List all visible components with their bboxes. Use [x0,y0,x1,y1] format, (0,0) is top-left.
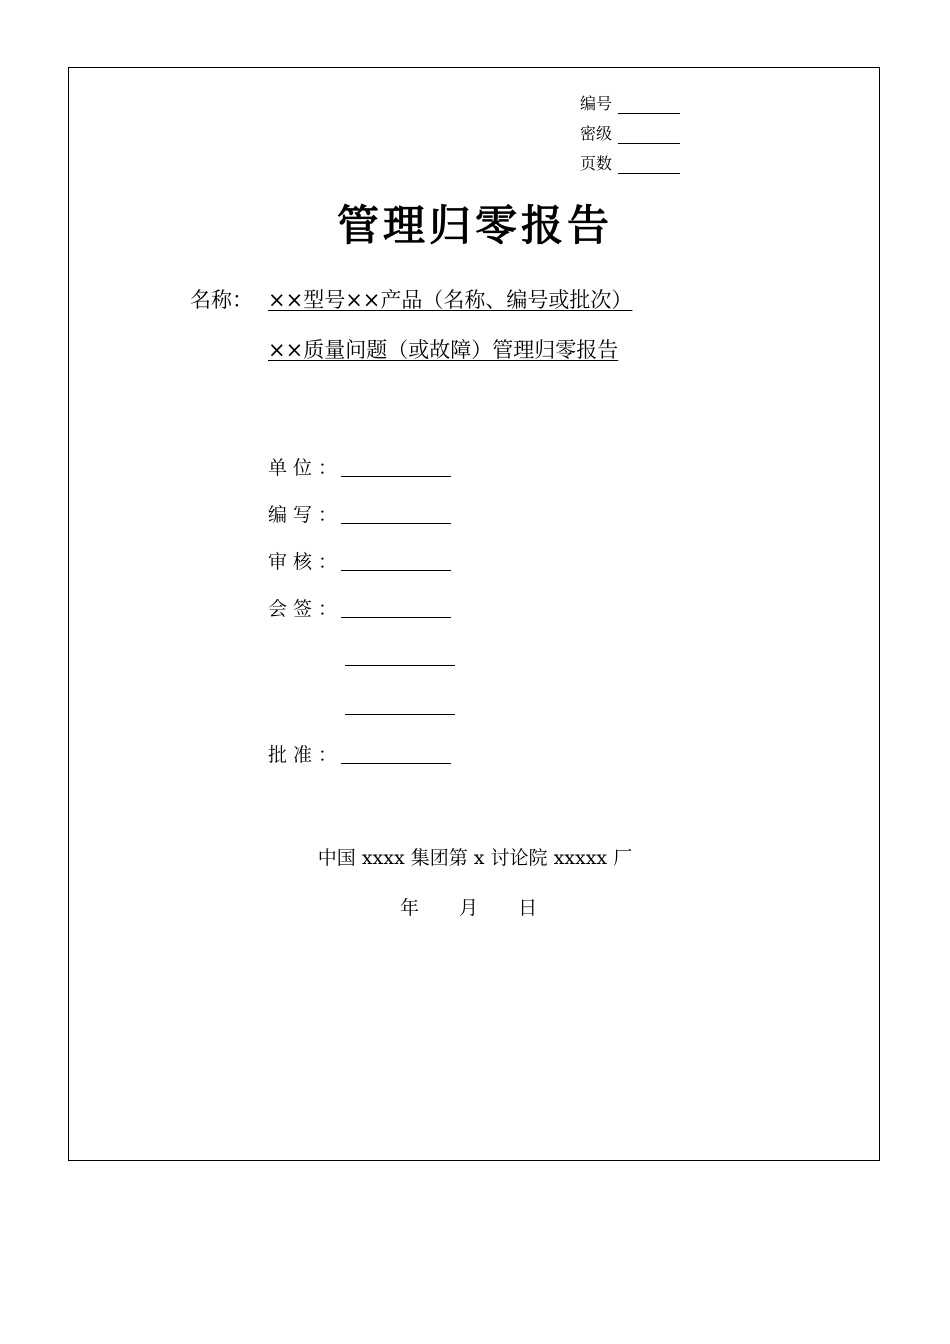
countersign-blank-1[interactable] [341,617,451,618]
meta-number [580,94,680,114]
countersign-blank-2[interactable] [345,665,455,666]
countersign-blank-3[interactable] [345,714,455,715]
meta-number-blank[interactable] [618,97,680,114]
meta-pages-blank[interactable] [618,157,680,174]
unit-label: 单位： [268,457,344,479]
approver-blank[interactable] [341,763,451,764]
organization-name: 中国 xxxx 集团第 x 讨论院 xxxxx 厂 [317,847,633,869]
meta-security-label: 密级 [580,124,613,143]
signature-row-reviewer [268,549,343,575]
date-line: 年 月 日 [400,897,538,919]
meta-pages [580,154,680,174]
reviewer-blank[interactable] [341,570,451,571]
writer-blank[interactable] [341,523,451,524]
name-label: 名称： [190,288,253,312]
signature-row-unit [268,455,343,481]
meta-number-label: 编号 [580,94,613,113]
meta-security-blank[interactable] [618,127,680,144]
unit-blank[interactable] [341,476,451,477]
approver-label: 批准： [268,744,344,766]
signature-row-writer [268,502,343,528]
writer-label: 编写： [268,504,344,526]
name-line-1: ××型号××产品（名称、编号或批次） [268,288,633,312]
meta-pages-label: 页数 [580,154,613,173]
signature-row-approver [268,742,343,768]
reviewer-label: 审核： [268,551,344,573]
signature-row-countersign [268,596,343,622]
report-title: 管理归零报告 [336,201,613,250]
countersign-label: 会签： [268,598,344,620]
name-line-2: ××质量问题（或故障）管理归零报告 [268,338,619,362]
meta-security [580,124,680,144]
